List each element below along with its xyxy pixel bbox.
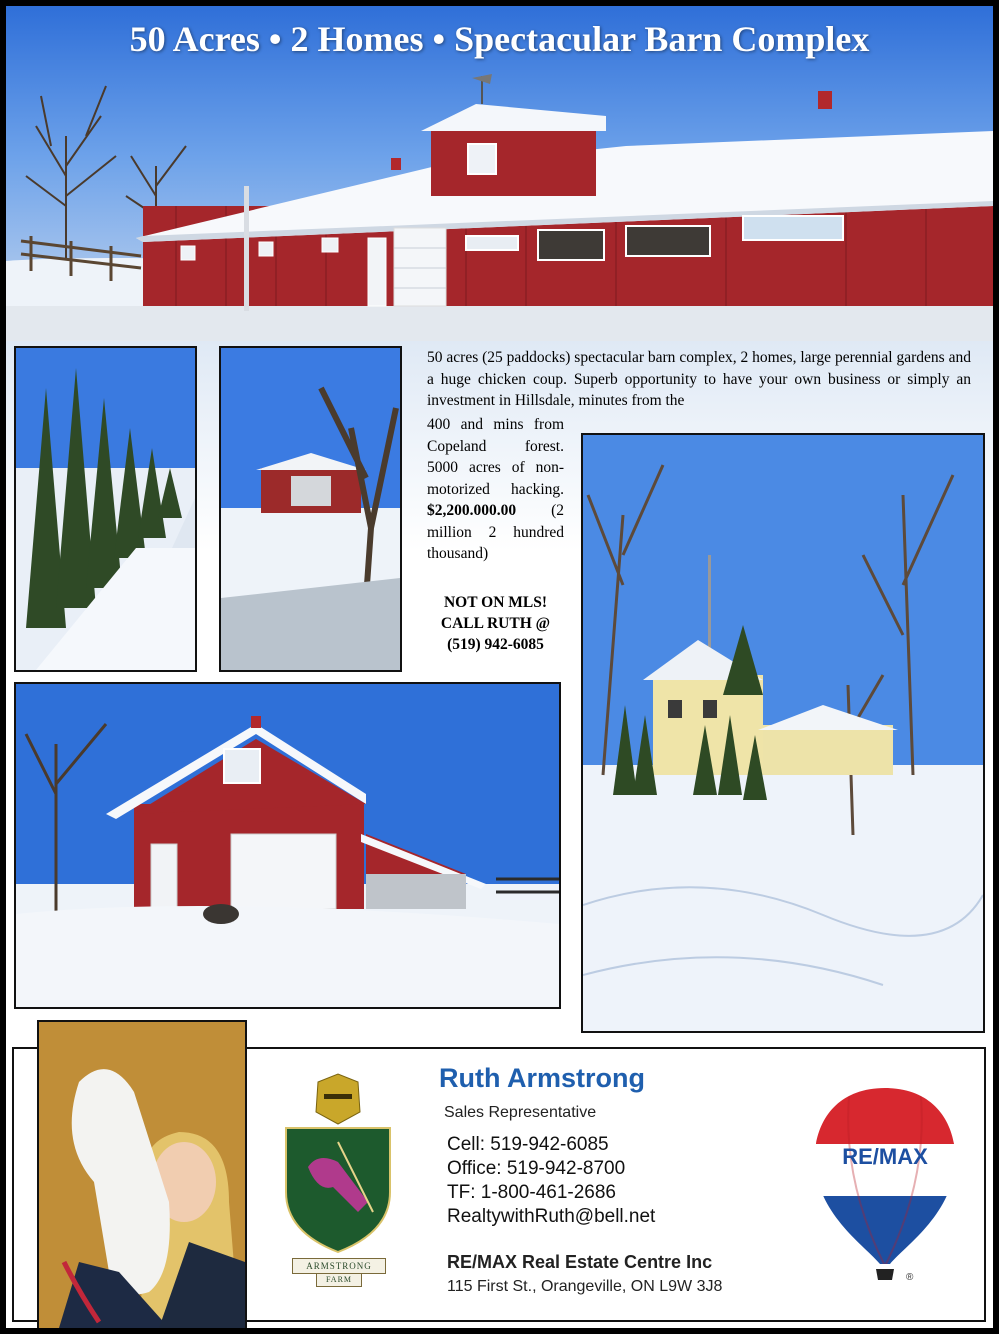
crest-banner-bottom: FARM: [316, 1273, 362, 1287]
agent-title: Sales Representative: [444, 1104, 597, 1121]
hero-barn-photo: [6, 6, 993, 341]
agent-email: RealtywithRuth@bell.net: [447, 1206, 656, 1227]
remax-balloon-icon: [810, 1086, 960, 1286]
remax-registered: ®: [906, 1272, 914, 1283]
agent-photo: [37, 1020, 247, 1328]
photo-cedar-row: [14, 346, 197, 672]
crest-icon: [278, 1072, 398, 1286]
photo-farmhouse: [581, 433, 985, 1033]
description-narrow-text: 400 and mins from Copeland forest. 5000 acres of non-motorized hacking.: [427, 416, 564, 498]
agent-cell: Cell: 519-942-6085: [447, 1134, 609, 1155]
not-on-mls: NOT ON MLS!: [443, 594, 548, 611]
description-narrow: [427, 414, 564, 565]
crest-banner-top: ARMSTRONG: [292, 1258, 386, 1274]
flyer-page: [6, 6, 993, 1328]
price: $2,200.000.00: [427, 502, 517, 519]
call-ruth: CALL RUTH @: [440, 615, 551, 632]
call-phone: (519) 942-6085: [447, 636, 544, 653]
price-words: (2 million 2 hundred thousand): [427, 502, 564, 562]
headline: 50 Acres • 2 Homes • Spectacular Barn Complex: [129, 19, 870, 59]
armstrong-farm-crest: [278, 1072, 398, 1286]
brokerage-name: RE/MAX Real Estate Centre Inc: [447, 1252, 713, 1272]
description-wide: 50 acres (25 paddocks) spectacular barn complex, 2 homes, large perennial gardens and a huge chicken coup. Superb opportunity to have your own business or simply an investment in Hillsdale, minutes from the: [427, 349, 971, 409]
agent-toll-free: TF: 1-800-461-2686: [447, 1182, 616, 1203]
brokerage-address: 115 First St., Orangeville, ON L9W 3J8: [447, 1278, 723, 1295]
call-to-action: [422, 592, 569, 655]
agent-name: Ruth Armstrong: [439, 1063, 645, 1093]
remax-logo: [810, 1086, 960, 1286]
photo-yard-tree: [219, 346, 402, 672]
agent-office: Office: 519-942-8700: [447, 1158, 626, 1179]
remax-logo-text: RE/MAX: [842, 1144, 928, 1169]
photo-red-barn: [14, 682, 561, 1009]
